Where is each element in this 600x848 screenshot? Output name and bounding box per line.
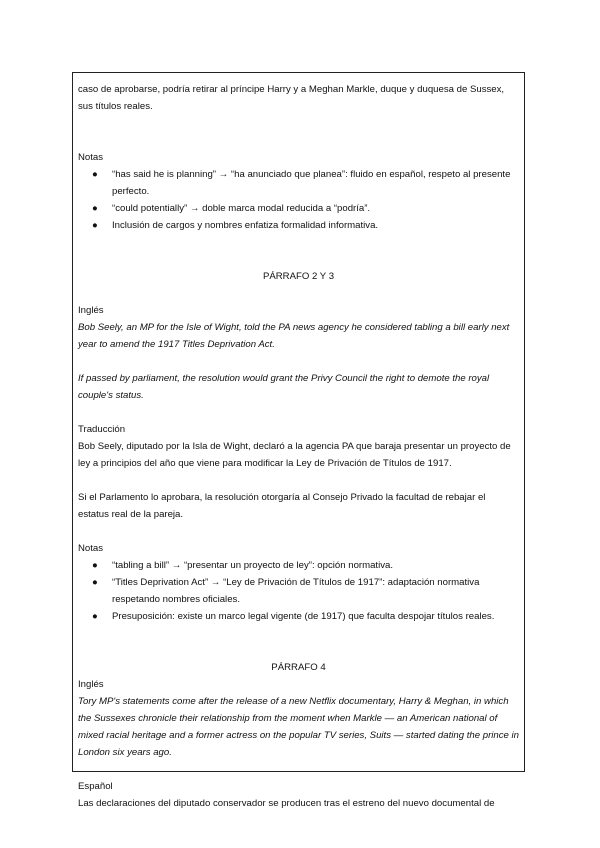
notes-list — [78, 557, 519, 625]
spanish-label: Español — [78, 781, 113, 792]
bullet-icon: ● — [92, 611, 98, 622]
notes-heading: Notas — [78, 543, 104, 554]
notes-item: ● “could potentially” → doble marca modal reducida a “podría”. — [78, 200, 519, 217]
translation-label: Traducción — [78, 424, 126, 435]
section-title: PÁRRAFO 4 — [271, 662, 326, 673]
english-label: Inglés — [78, 305, 104, 316]
notes-heading: Notas — [78, 152, 104, 163]
bullet-icon: ● — [92, 560, 98, 571]
intro-paragraph: caso de aprobarse, podría retirar al príncipe Harry y a Meghan Markle, duque y duquesa de Sussex, sus títulos reales. — [78, 84, 505, 112]
english-paragraph: If passed by parliament, the resolution would grant the Privy Council the right to demote the royal couple's status. — [78, 373, 490, 401]
english-paragraph: Tory MP's statements come after the release of a new Netflix documentary, Harry & Meghan, in which the Sussexes chronicle their relationship from the moment when Markle — an American national of mixed racial heritage and a former actress on the popular TV series, Suits — started dating the prince in London six years ago. — [78, 696, 519, 758]
translation-paragraph: Si el Parlamento lo aprobara, la resolución otorgaría al Consejo Privado la facultad de rebajar el estatus real de la pareja. — [78, 492, 486, 520]
bullet-icon: ● — [92, 220, 98, 231]
english-label: Inglés — [78, 679, 104, 690]
spanish-paragraph: Las declaraciones del diputado conservador se producen tras el estreno del nuevo documental de — [78, 798, 495, 809]
english-paragraph: Bob Seely, an MP for the Isle of Wight, told the PA news agency he considered tabling a bill early next year to amend the 1917 Titles Deprivation Act. — [78, 322, 510, 350]
document-text-frame — [72, 72, 525, 809]
translation-paragraph: Bob Seely, diputado por la Isla de Wight, declaró a la agencia PA que baraja presentar un proyecto de ley a principios del año que viene para modificar la Ley de Privación de Títulos de 1917. — [78, 441, 511, 469]
notes-list — [78, 166, 519, 234]
notes-item: ● “tabling a bill” → “presentar un proyecto de ley”: opción normativa. — [78, 557, 519, 574]
bullet-icon: ● — [92, 577, 98, 588]
notes-item: ● Presuposición: existe un marco legal vigente (de 1917) que faculta despojar títulos reales. — [78, 608, 519, 625]
notes-item: ● Inclusión de cargos y nombres enfatiza formalidad informativa. — [78, 217, 519, 234]
notes-item: ● “has said he is planning” → “ha anunciado que planea”: fluido en español, respeto al presente perfecto. — [78, 166, 519, 200]
notes-item: ● “Titles Deprivation Act” → “Ley de Privación de Títulos de 1917”: adaptación normativa respetando nombres oficiales. — [78, 574, 519, 608]
bullet-icon: ● — [92, 203, 98, 214]
bullet-icon: ● — [92, 169, 98, 180]
section-title: PÁRRAFO 2 Y 3 — [262, 271, 335, 282]
